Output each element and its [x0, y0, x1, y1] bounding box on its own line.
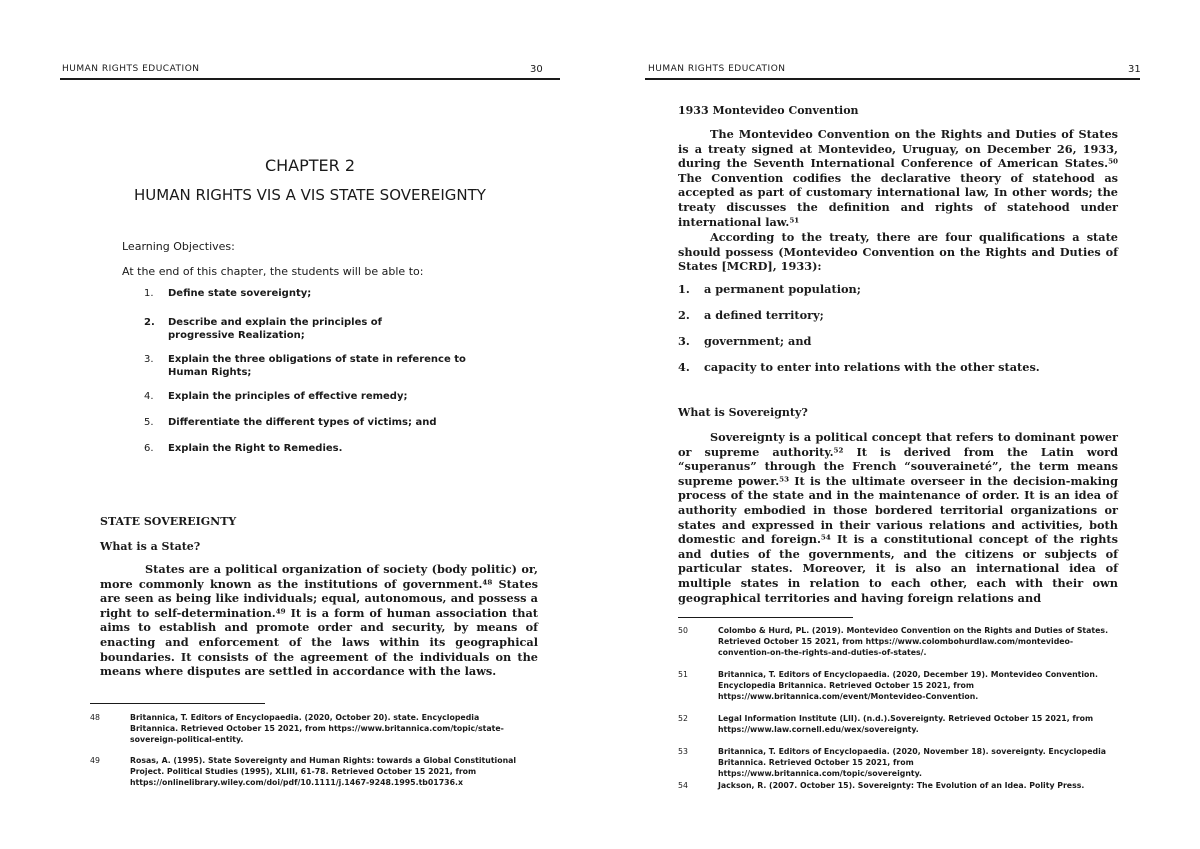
footnote-rule: [678, 617, 853, 618]
qualification-item: 4. capacity to enter into relations with the other states.: [678, 360, 1040, 374]
body-paragraph: Sovereignty is a political concept that refers to dominant power or supreme authority.⁵² It is derived from the Latin word “superanus” through the French “souveraineté”, the term means supreme power.⁵³ It is the ultimate overseer in the decision-making process of the state and in the maintenance of order. It is an idea of authority embodied in those bordered territorial organizations or states and expressed in their various relations and activities, both domestic and foreign.⁵⁴ It is a constitutional concept of the rights and duties of the governments, and the citizens or subjects of particular states. Moreover, it is also an international idea of multiple states in relation to each other, each with their own geographical territories and having foreign relations and: [678, 430, 1118, 605]
page-number: 31: [1128, 64, 1141, 75]
page-number: 30: [530, 64, 543, 75]
chapter-title: HUMAN RIGHTS VIS A VIS STATE SOVEREIGNTY: [134, 186, 486, 204]
objective-item: 5. Differentiate the different types of victims; and: [144, 417, 437, 428]
objectives-list: [122, 287, 522, 455]
footnote: 48 Britannica, T. Editors of Encyclopaedia. (2020, October 20). state. Encyclopedia Britannica. Retrieved October 15 2021, from https://www.britannica.com/topic/state-sovereign-political-entity.: [90, 713, 504, 744]
subheading: What is a State?: [100, 540, 201, 553]
footnote: 52 Legal Information Institute (LII). (n.d.).Sovereignty. Retrieved October 15 2021, from https://www.law.cornell.edu/wex/sovereignty.: [678, 714, 1094, 734]
qualification-item: 3. government; and: [678, 334, 812, 348]
objective-item: 4. Explain the principles of effective remedy;: [144, 391, 408, 402]
qualification-item: 2. a defined territory;: [678, 308, 824, 322]
objective-item: 6. Explain the Right to Remedies.: [144, 443, 343, 454]
section-heading: STATE SOVEREIGNTY: [100, 515, 237, 528]
objectives-intro: At the end of this chapter, the students will be able to:: [122, 265, 424, 278]
header-rule: [645, 78, 1140, 80]
objectives-heading: Learning Objectives:: [122, 240, 235, 253]
chapter-label: CHAPTER 2: [264, 156, 356, 175]
body-paragraph: According to the treaty, there are four qualifications a state should possess (Montevideo Convention on the Rights and Duties of States [MCRD], 1933):: [678, 230, 1118, 274]
qualification-item: 1. a permanent population;: [678, 282, 861, 296]
qualifications-list: [678, 282, 1138, 386]
objective-item: 1. Define state sovereignty;: [144, 288, 312, 299]
footnote: 50 Colombo & Hurd, PL. (2019). Montevideo Convention on the Rights and Duties of States. Retrieved October 15 2021, from https://www.colombohurdlaw.com/montevideo-convention-on-the-rights-and-duties-of-states/.: [678, 626, 1109, 657]
running-head: HUMAN RIGHTS EDUCATION: [62, 64, 200, 74]
header-rule: [60, 78, 560, 80]
section-heading: 1933 Montevideo Convention: [678, 104, 859, 117]
footnote-rule: [90, 703, 265, 704]
footnote: 51 Britannica, T. Editors of Encyclopaedia. (2020, December 19). Montevideo Convention. Encyclopedia Britannica. Retrieved October 15 2021, from https://www.britannica.com/event/Montevideo-Convention.: [678, 670, 1098, 701]
running-head: HUMAN RIGHTS EDUCATION: [648, 64, 786, 74]
objective-item: 2. Describe and explain the principles of progressive Realization;: [144, 317, 383, 341]
body-paragraph: States are a political organization of society (body politic) or, more commonly known as the institutions of government.⁴⁸ States are seen as being like individuals; equal, autonomous, and possess a right to self-determination.⁴⁹ It is a form of human association that aims to establish and promote order and security, by means of enacting and enforcement of the laws within its geographical boundaries. It consists of the agreement of the individuals on the means where disputes are settled in accordance with the laws.: [100, 562, 538, 679]
objective-item: 3. Explain the three obligations of state in reference to Human Rights;: [144, 354, 466, 378]
body-paragraph: The Montevideo Convention on the Rights and Duties of States is a treaty signed at Montevideo, Uruguay, on December 26, 1933, during the Seventh International Conference of American States.⁵⁰ The Convention codifies the declarative theory of statehood as accepted as part of customary international law, In other words; the treaty discusses the definition and rights of statehood under international law.⁵¹: [678, 127, 1118, 229]
footnote: 54 Jackson, R. (2007. October 15). Sovereignty: The Evolution of an Idea. Polity Press.: [678, 781, 1085, 790]
footnote: 53 Britannica, T. Editors of Encyclopaedia. (2020, November 18). sovereignty. Encyclopedia Britannica. Retrieved October 15 2021, from https://www.britannica.com/topic/sovereignty.: [678, 747, 1107, 778]
section-heading: What is Sovereignty?: [678, 406, 808, 419]
footnote: 49 Rosas, A. (1995). State Sovereignty and Human Rights: towards a Global Constitutional Project. Political Studies (1995), XLIII, 61-78. Retrieved October 15 2021, from https://onlinelibrary.wiley.com/doi/pdf/10.1111/j.1467-9248.1995.tb01736.x: [90, 756, 517, 787]
